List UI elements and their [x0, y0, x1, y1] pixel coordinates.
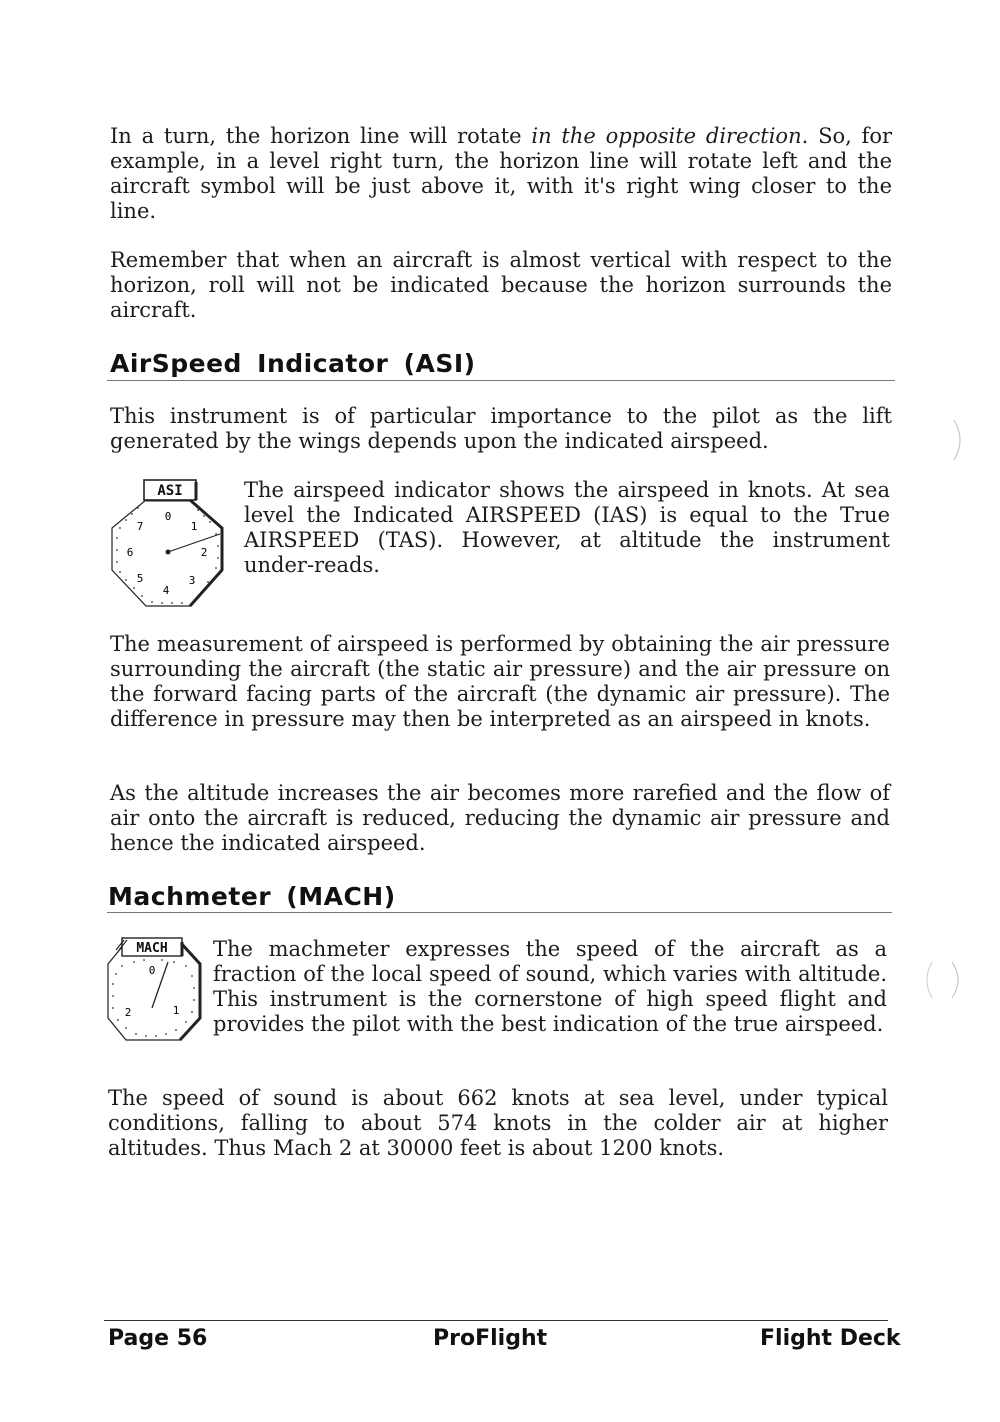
margin-paren-mark	[918, 958, 968, 1002]
mach-number-1: 1	[172, 1004, 180, 1017]
asi-paragraph-4: As the altitude increases the air becomes more rarefied and the flow of air onto the aircraft is reduced, reducing the dynamic air pressure and hence the indicated airspeed.	[110, 781, 890, 855]
asi-gauge-label: ASI	[157, 483, 183, 499]
asi-number-7: 7	[136, 520, 144, 533]
emphasis-text: in the opposite direction	[531, 124, 802, 148]
mach-paragraph-2: The speed of sound is about 662 knots at sea level, under typical conditions, falling to about 574 knots in the colder air at higher altitudes. Thus Mach 2 at 30000 feet is about 1200 knots.	[108, 1086, 888, 1160]
mach-number-2: 2	[124, 1006, 132, 1019]
asi-number-2: 2	[200, 546, 208, 559]
asi-number-6: 6	[126, 546, 134, 559]
asi-heading-rule	[107, 380, 895, 381]
asi-number-0: 0	[164, 510, 172, 523]
footer-section: Flight Deck	[760, 1326, 901, 1351]
asi-paragraph-1: This instrument is of particular importance to the pilot as the lift generated by the wings depends upon the indicated airspeed.	[110, 404, 892, 453]
asi-heading: AirSpeed Indicator (ASI)	[110, 349, 476, 378]
footer-page-number: Page 56	[108, 1326, 208, 1351]
mach-heading-rule	[107, 912, 892, 913]
asi-needle-hub	[166, 550, 171, 555]
mach-gauge-label: MACH	[136, 941, 168, 956]
asi-paragraph-2: The airspeed indicator shows the airspeed in knots. At sea level the Indicated AIRSPEED (IAS) is equal to the True AIRSPEED (TAS). However, at altitude the instrument under-reads.	[244, 478, 890, 577]
asi-number-4: 4	[162, 584, 170, 597]
mach-heading: Machmeter (MACH)	[108, 882, 396, 911]
asi-number-1: 1	[190, 520, 198, 533]
asi-number-3: 3	[188, 574, 196, 587]
asi-gauge-icon	[108, 478, 230, 612]
mach-gauge-icon	[104, 936, 204, 1044]
margin-paren-mark	[948, 418, 968, 462]
asi-paragraph-3: The measurement of airspeed is performed by obtaining the air pressure surrounding the aircraft (the static air pressure) and the air pressure on the forward facing parts of the aircraft (the dynamic air pressure). The difference in pressure may then be interpreted as an airspeed in knots.	[110, 632, 890, 731]
asi-number-5: 5	[136, 572, 144, 585]
footer-title: ProFlight	[433, 1326, 548, 1351]
mach-number-0: 0	[148, 964, 156, 977]
intro-paragraph-1: In a turn, the horizon line will rotate in the opposite direction. So, for example, in a level right turn, the horizon line will rotate left and the aircraft symbol will be just above it, with it's right wing closer to the line.	[110, 124, 893, 223]
intro-paragraph-2: Remember that when an aircraft is almost vertical with respect to the horizon, roll will not be indicated because the horizon surrounds the aircraft.	[110, 248, 892, 322]
mach-paragraph-1: The machmeter expresses the speed of the aircraft as a fraction of the local speed of sound, which varies with altitude. This instrument is the cornerstone of high speed flight and provides the pilot with the best indication of the true airspeed.	[213, 937, 887, 1036]
footer-rule	[104, 1320, 888, 1321]
